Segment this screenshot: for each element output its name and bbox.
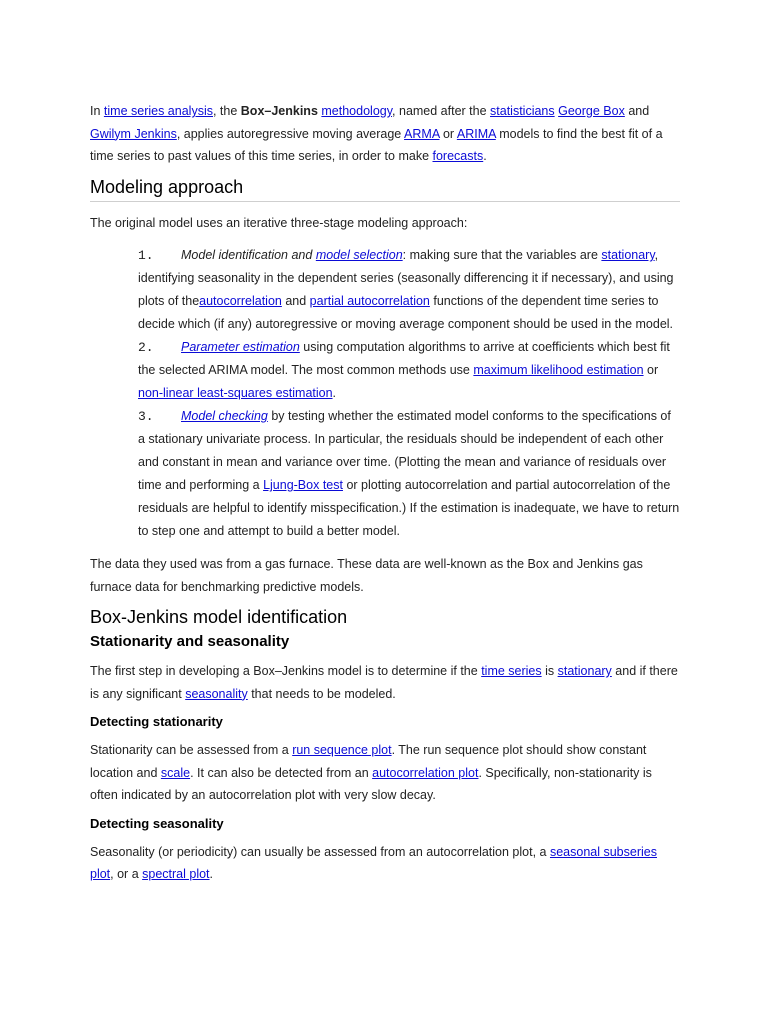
link-scale[interactable]: scale <box>160 765 191 780</box>
heading-modeling-approach: Modeling approach <box>90 174 680 202</box>
link-methodology[interactable]: methodology <box>321 104 393 118</box>
link-george-box[interactable]: George Box <box>558 104 625 118</box>
heading-detecting-seasonality: Detecting seasonality <box>90 815 224 831</box>
link-time-series-analysis[interactable]: time series analysis <box>103 104 213 118</box>
link-arma[interactable]: ARMA <box>404 126 440 141</box>
link-model-selection[interactable]: model selection <box>315 248 403 262</box>
link-seasonal-subseries-plot[interactable]: seasonal subseries plot <box>90 844 657 881</box>
heading-stationarity-seasonality: Stationarity and seasonality <box>90 633 290 650</box>
modeling-lead: The original model uses an iterative three-stage modeling approach: <box>90 215 468 230</box>
link-parameter-estimation[interactable]: Parameter estimation <box>181 340 300 354</box>
link-forecasts[interactable]: forecasts <box>432 149 484 163</box>
link-ljung-box-test[interactable]: Ljung-Box test <box>263 478 343 492</box>
box-jenkins-bold: Box–Jenkins <box>240 104 318 118</box>
link-spectral-plot[interactable]: spectral plot <box>142 867 210 881</box>
gas-furnace-paragraph: The data they used was from a gas furnace. These data are well-known as the Box and Jenkins gas furnace data for benchmarking predictive models. <box>90 557 643 594</box>
identification-paragraph: The first step in developing a Box–Jenkins model is to determine if the time series is stationary and if there is any significant seasonality that needs to be modeled. <box>90 664 678 701</box>
intro-paragraph: In time series analysis, the Box–Jenkins methodology, named after the statisticians George Box and Gwilym Jenkins, applies autoregressive moving average ARMA or ARIMA models to find the best fit of a time series to past values of this time series, in order to make forecasts. <box>90 104 663 163</box>
seasonality-paragraph: Seasonality (or periodicity) can usually be assessed from an autocorrelation plot, a seasonal subseries plot, or a spectral plot. <box>90 844 657 881</box>
link-autocorrelation-plot[interactable]: autocorrelation plot <box>372 765 479 780</box>
link-model-checking[interactable]: Model checking <box>181 409 268 423</box>
stationarity-paragraph: Stationarity can be assessed from a run sequence plot. The run sequence plot should show constant location and scale. It can also be detected from an autocorrelation plot. Specifically, non-stationarity is often indicated by an autocorrelation plot with very slow decay. <box>90 743 652 802</box>
link-maximum-likelihood-estimation[interactable]: maximum likelihood estimation <box>473 363 644 377</box>
modeling-steps-list <box>90 244 680 543</box>
link-partial-autocorrelation[interactable]: partial autocorrelation <box>309 294 430 308</box>
list-item: 2. Parameter estimation using computation algorithms to arrive at coefficients which best fit the selected ARIMA model. The most common methods use maximum likelihood estimation or non-linear least-squares estimation. <box>138 340 670 400</box>
link-gwilym-jenkins[interactable]: Gwilym Jenkins <box>90 126 177 141</box>
link-seasonality[interactable]: seasonality <box>185 686 248 701</box>
link-time-series[interactable]: time series <box>481 664 542 678</box>
link-stationary[interactable]: stationary <box>601 248 655 262</box>
link-run-sequence-plot[interactable]: run sequence plot <box>292 743 392 757</box>
heading-model-identification: Box-Jenkins model identification <box>90 607 348 627</box>
link-stationary-2[interactable]: stationary <box>557 664 612 678</box>
list-item: 1. Model identification and model selection: making sure that the variables are stationary, identifying seasonality in the dependent series (seasonally differencing it if necessary), and using plots of theautocorrelation and partial autocorrelation functions of the dependent time series to decide which (if any) autoregressive or moving average component should be used in the model. <box>138 248 674 331</box>
heading-detecting-stationarity: Detecting stationarity <box>90 714 223 729</box>
link-arima[interactable]: ARIMA <box>456 126 496 141</box>
link-statisticians[interactable]: statisticians <box>490 104 555 118</box>
list-item: 3. Model checking by testing whether the estimated model conforms to the specifications of a stationary univariate process. In particular, the residuals should be independent of each other and constant in mean and variance over time. (Plotting the mean and variance of residuals over time and performing a Ljung-Box test or plotting autocorrelation and partial autocorrelation of the residuals are helpful to identify misspecification.) If the estimation is inadequate, we have to return to step one and attempt to build a better model. <box>138 409 680 538</box>
link-non-linear-least-squares[interactable]: non-linear least-squares estimation <box>138 386 333 400</box>
link-autocorrelation[interactable]: autocorrelation <box>199 294 282 308</box>
article-page <box>90 100 680 886</box>
